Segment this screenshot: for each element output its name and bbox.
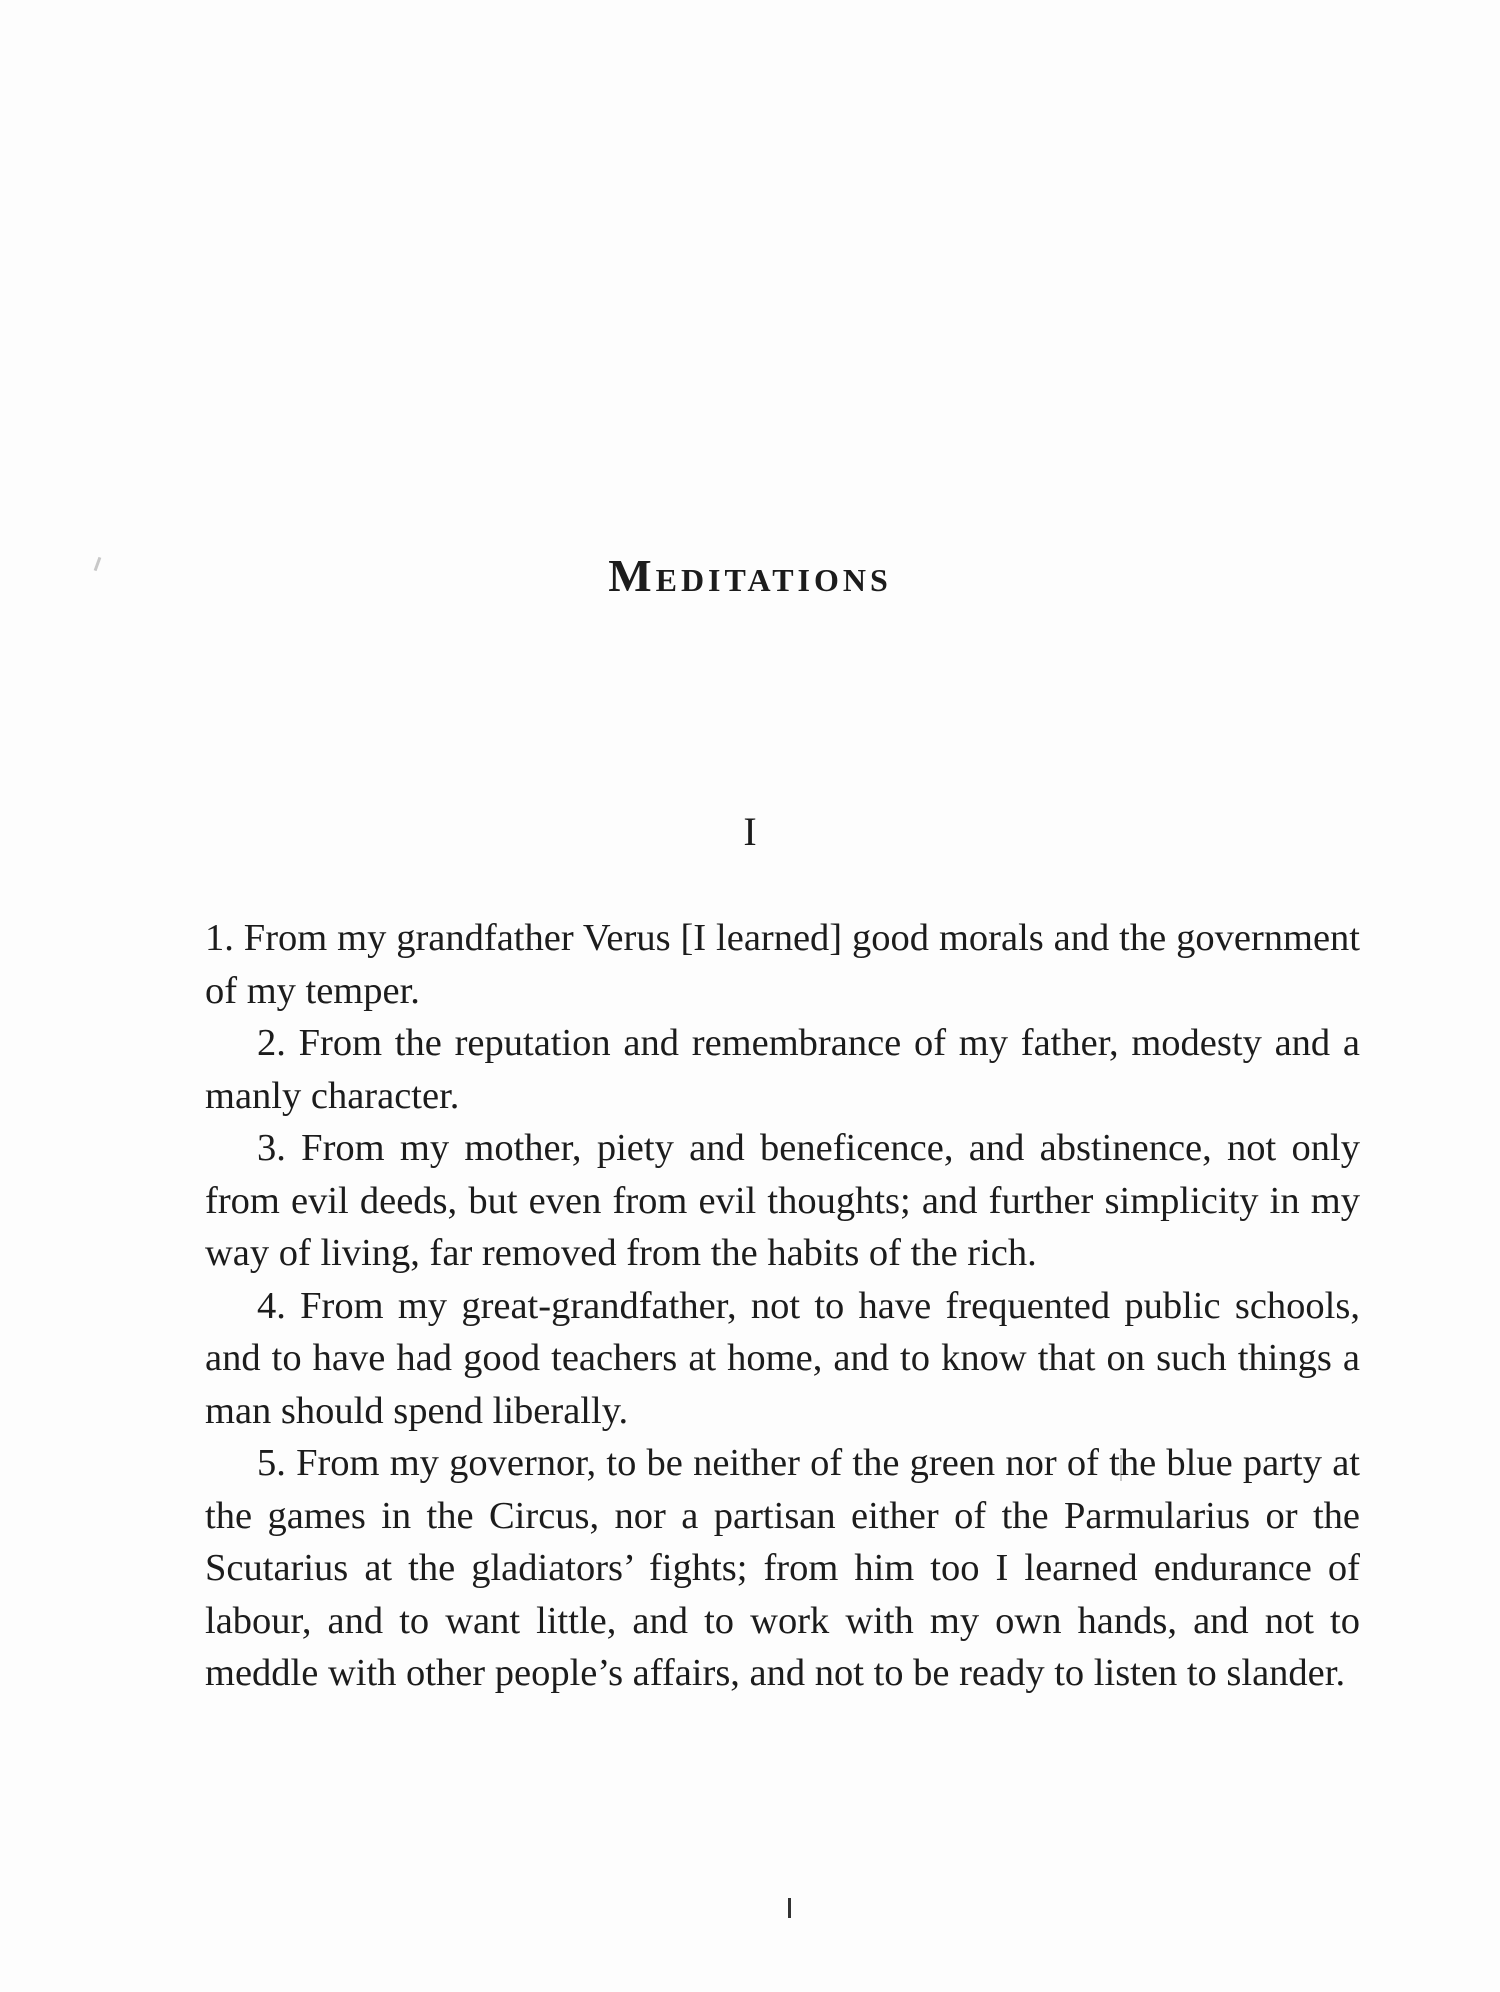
paragraph-4: 4. From my great-grandfather, not to have frequented public schools, and to have had good teachers at home, and to know that on such things a man should spend liberally.	[205, 1284, 1360, 1432]
paragraph-5: 5. From my governor, to be neither of the green nor of the blue party at the games in the Circus, nor a partisan either of the Parmularius or the Scutarius at the gladiators’ fights; from him too I learned endurance of labour, and to want little, and to work with my own hands, and not to meddle with other people’s affairs, and not to be ready to listen to slander.	[205, 1442, 1360, 1694]
paragraph-2: 2. From the reputation and remembrance of my father, modesty and a manly character.	[205, 1022, 1360, 1117]
section-numeral: I	[743, 809, 757, 854]
body-text	[205, 912, 1360, 1700]
page-mark	[788, 1898, 791, 1918]
page-title: Meditations	[608, 549, 892, 601]
paragraph-1: 1. From my grandfather Verus [I learned] good morals and the government of my temper.	[205, 917, 1360, 1012]
paragraph-3: 3. From my mother, piety and beneficence, and abstinence, not only from evil deeds, but even from evil thoughts; and further simplicity in my way of living, far removed from the habits of the rich.	[205, 1127, 1360, 1274]
